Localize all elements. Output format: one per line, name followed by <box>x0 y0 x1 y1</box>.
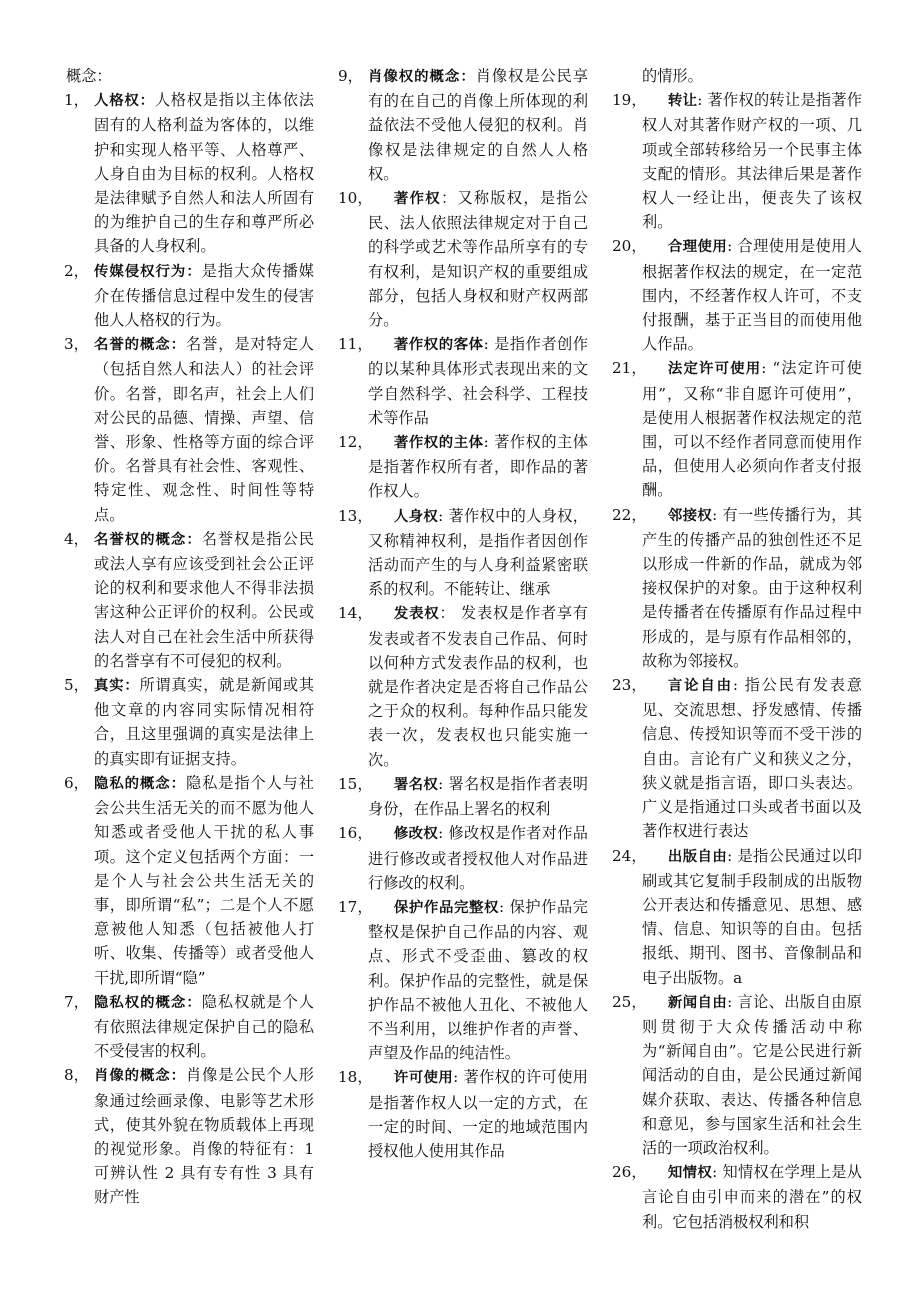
entry-number: 6， <box>64 773 89 792</box>
entry-term: 修改权 <box>393 826 439 843</box>
entry-term: 署名权 <box>393 776 439 793</box>
entry-list-right <box>612 88 862 1234</box>
definition-entry <box>338 895 588 1065</box>
entry-list-middle <box>338 64 588 1163</box>
entry-number: 8， <box>64 1066 89 1085</box>
entry-number: 20， <box>612 237 647 256</box>
entry-text: : 著作权中的人身权，又称精神权利，是指作者因创作活动而产生的与人身利益紧密联系的权利。不能转让、继承 <box>368 506 588 599</box>
definition-entry <box>338 64 588 186</box>
definition-entry <box>338 504 588 602</box>
entry-text: 肖像是公民个人形象通过绘画录像、电影等艺术形式，使其外貌在物质载体上再现的视觉形象。肖像的特征有：1 可辨认性 2 具有专有性 3 具有财产性 <box>94 1066 314 1207</box>
entry-term: 著作权的客体 <box>393 337 484 354</box>
definition-entry <box>338 601 588 771</box>
definition-entry <box>64 990 314 1064</box>
entry-text: : 署名权是指作者表明身份，在作品上署名的权利 <box>368 774 588 819</box>
entry-number: 9， <box>338 67 363 85</box>
entry-number: 23， <box>612 676 647 695</box>
definition-entry <box>612 234 862 356</box>
entry-term: 邻接权 <box>667 507 713 524</box>
entry-term: 言论自由 <box>667 678 733 695</box>
entry-term: 出版自由 <box>667 848 728 865</box>
entry-term: 转让 <box>667 93 698 110</box>
definition-entry <box>338 332 588 430</box>
entry-term: 许可使用 <box>393 1070 454 1087</box>
entry-term: 发表权 <box>393 606 440 623</box>
entry-number: 7， <box>64 992 89 1011</box>
entry-term: 肖像权的概念： <box>368 69 476 85</box>
entry-number: 26， <box>612 1163 647 1182</box>
column-left <box>64 64 314 1210</box>
entry-term: 知情权 <box>667 1165 713 1182</box>
entry-text: 所谓真实，就是新闻或其他文章的内容同实际情况相符合，且这里强调的真实是法律上的真实即有证据支持。 <box>94 676 314 768</box>
entry-number: 13， <box>338 506 373 525</box>
entry-number: 2， <box>64 261 89 280</box>
definition-entry <box>612 1160 862 1234</box>
entry-text: 肖像权是公民享有的在自己的肖像上所体现的利益依法不受他人侵犯的权利。肖像权是法律规定的自然人人格权。 <box>368 67 588 183</box>
entry-text: : 著作权的许可使用是指著作权人以一定的方式，在一定的时间、一定的地域范围内授权他人使用其作品 <box>368 1068 588 1160</box>
entry-number: 17， <box>338 897 373 916</box>
entry-number: 15， <box>338 774 373 793</box>
entry-term: 著作权的主体 <box>393 435 484 452</box>
definition-entry <box>64 673 314 771</box>
entry-number: 19， <box>612 91 647 110</box>
entry-number: 25， <box>612 992 647 1011</box>
entry-number: 16， <box>338 824 373 843</box>
definition-entry <box>338 772 588 821</box>
entry-text: 是指大众传播媒介在传播信息过程中发生的侵害他人人格权的行为。 <box>94 261 314 330</box>
entry-term: 新闻自由 <box>667 994 728 1011</box>
continuation-text: 的情形。 <box>642 67 703 85</box>
entry-term: 名誉的概念： <box>94 337 186 354</box>
definition-entry <box>64 259 314 333</box>
entry-text: 隐私是指个人与社会公共生活无关的而不愿为他人知悉或者受他人干扰的私人事项。这个定义包括两个方面：一是个人与社会公共生活无关的事，即所谓“私”；二是个人不愿意被他人知悉（包括被他人打听、收集、传播等）或者受他人干扰,即所谓“隐” <box>94 773 314 987</box>
entry-number: 3， <box>64 335 89 354</box>
entry-text: 隐私权就是个人有依照法律规定保护自己的隐私不受侵害的权利。 <box>94 992 314 1061</box>
entry-term: 名誉权的概念： <box>94 531 202 548</box>
definition-entry <box>338 1065 588 1163</box>
definition-entry <box>64 332 314 527</box>
entry-number: 24， <box>612 846 647 865</box>
entry-term: 人身权 <box>393 508 439 525</box>
entry-term: 合理使用 <box>667 239 728 256</box>
entry-text: : 修改权是作者对作品进行修改或者授权他人对作品进行修改的权利。 <box>368 824 588 892</box>
entry-text: : 合理使用是使用人根据著作权法的规定，在一定范围内，不经著作权人许可，不支付报酬，基于正当目的而使用他人作品。 <box>642 237 862 354</box>
definition-entry <box>612 673 862 843</box>
entry-text: 名誉，是对特定人（包括自然人和法人）的社会评价。名誉，即名声，社会上人们对公民的品德、情操、声望、信誉、形象、性格等方面的综合评价。名誉具有社会性、客观性、特定性、观念性、时间性等特点。 <box>94 335 314 524</box>
entry-text: : 指公民有发表意见、交流思想、抒发感情、传播信息、传授知识等而不受干涉的自由。言论有广义和狭义之分，狭义就是指言语，即口头表达。广义是指通过口头或者书面以及著作权进行表达 <box>642 676 862 841</box>
entry-number: 22， <box>612 505 647 524</box>
definition-entry <box>612 503 862 673</box>
entry-term: 隐私权的概念： <box>94 994 202 1011</box>
section-heading: 概念： <box>66 67 112 85</box>
entry-list-left <box>64 88 314 1209</box>
definition-entry <box>612 844 862 990</box>
definition-entry <box>612 356 862 502</box>
entry-term: 传媒侵权行为： <box>94 263 202 280</box>
entry-number: 14， <box>338 604 373 623</box>
entry-number: 12， <box>338 433 373 452</box>
entry-text: : 言论、出版自由原则贯彻于大众传播活动中称为“新闻自由”。它是公民进行新闻活动的自由，是公民通过新闻媒介获取、表达、传播各种信息和意见，参与国家生活和社会生活的一项政治权利。 <box>642 992 862 1157</box>
entry-term: 真实： <box>94 678 140 695</box>
definition-entry <box>64 527 314 673</box>
entry-text: : “法定许可使用”，又称“非自愿许可使用”，是使用人根据著作权法规定的范围，可以不经作者同意而使用作品，但使用人必须向作者支付报酬。 <box>642 359 862 500</box>
entry-term: 人格权： <box>94 93 155 110</box>
definition-entry <box>338 186 588 332</box>
entry-text: ： 发表权是作者享有发表或者不发表自己作品、何时以何种方式发表作品的权利，也就是作者决定是否将自己作品公之于众的权利。每种作品只能发表一次，发表权也只能实施一次。 <box>368 604 588 769</box>
entry-text: : 是指公民通过以印刷或其它复制手段制成的出版物公开表达和传播意见、思想、感情、信息、知识等的自由。包括报纸、期刊、图书、音像制品和电子出版物。a <box>642 846 862 987</box>
entry-text: : 有一些传播行为，其产生的传播产品的独创性还不足以形成一件新的作品，就成为邻接权保护的对象。由于这种权利是传播者在传播原有作品过程中形成的，是与原有作品相邻的，故称为邻接权。 <box>642 505 862 670</box>
entry-number: 21， <box>612 359 647 378</box>
definition-entry <box>64 1063 314 1209</box>
entry-text: : 是指作者创作的以某种具体形式表现出来的文学自然科学、社会科学、工程技术等作品 <box>368 335 588 427</box>
entry-number: 1， <box>64 91 89 110</box>
entry-term: 保护作品完整权 <box>393 899 499 916</box>
definition-entry <box>612 88 862 234</box>
definition-entry <box>612 990 862 1160</box>
entry-number: 5， <box>64 676 89 695</box>
definition-entry <box>338 430 588 504</box>
entry-number: 18， <box>338 1068 373 1087</box>
column-right <box>612 64 862 1234</box>
entry-text: : 著作权的主体是指著作权所有者，即作品的著作权人。 <box>368 433 588 501</box>
entry-number: 4， <box>64 529 89 548</box>
definition-entry <box>338 821 588 895</box>
entry-text: : 保护作品完整权是保护自己作品的内容、观点、形式不受歪曲、篡改的权利。保护作品的完整性，就是保护作品不被他人丑化、不被他人不当利用，以维护作者的声誉、声望及作品的纯洁性。 <box>368 897 588 1063</box>
entry-text: ：又称版权，是指公民、法人依照法律规定对于自己的科学或艺术等作品所享有的专有权利，是知识产权的重要组成部分，包括人身权和财产权两部分。 <box>368 189 588 330</box>
entry-term: 肖像的概念： <box>94 1068 186 1085</box>
entry-text: : 著作权的转让是指著作权人对其著作财产权的一项、几项或全部转移给另一个民事主体支配的情形。其法律后果是著作权人一经让出，便丧失了该权利。 <box>642 91 862 232</box>
entry-term: 著作权 <box>393 191 441 208</box>
entry-term: 隐私的概念： <box>94 775 186 792</box>
entry-number: 10， <box>338 189 373 208</box>
entry-term: 法定许可使用 <box>667 361 762 378</box>
column-middle <box>338 64 588 1163</box>
entry-text: : 知情权在学理上是从言论自由引申而来的潜在”的权利。它包括消极权利和积 <box>642 1163 862 1231</box>
entry-number: 11， <box>338 335 373 354</box>
definition-entry <box>64 88 314 258</box>
entry-text: 人格权是指以主体依法固有的人格利益为客体的，以维护和实现人格平等、人格尊严、人身自由为目标的权利。人格权是法律赋予自然人和法人所固有的为维护自己的生存和尊严所必具备的人身权利。 <box>94 91 314 256</box>
definition-entry <box>64 771 314 990</box>
entry-text: 名誉权是指公民或法人享有应该受到社会公正评论的权利和要求他人不得非法损害这种公正评价的权利。公民或法人对自己在社会生活中所获得的名誉享有不可侵犯的权利。 <box>94 529 314 670</box>
